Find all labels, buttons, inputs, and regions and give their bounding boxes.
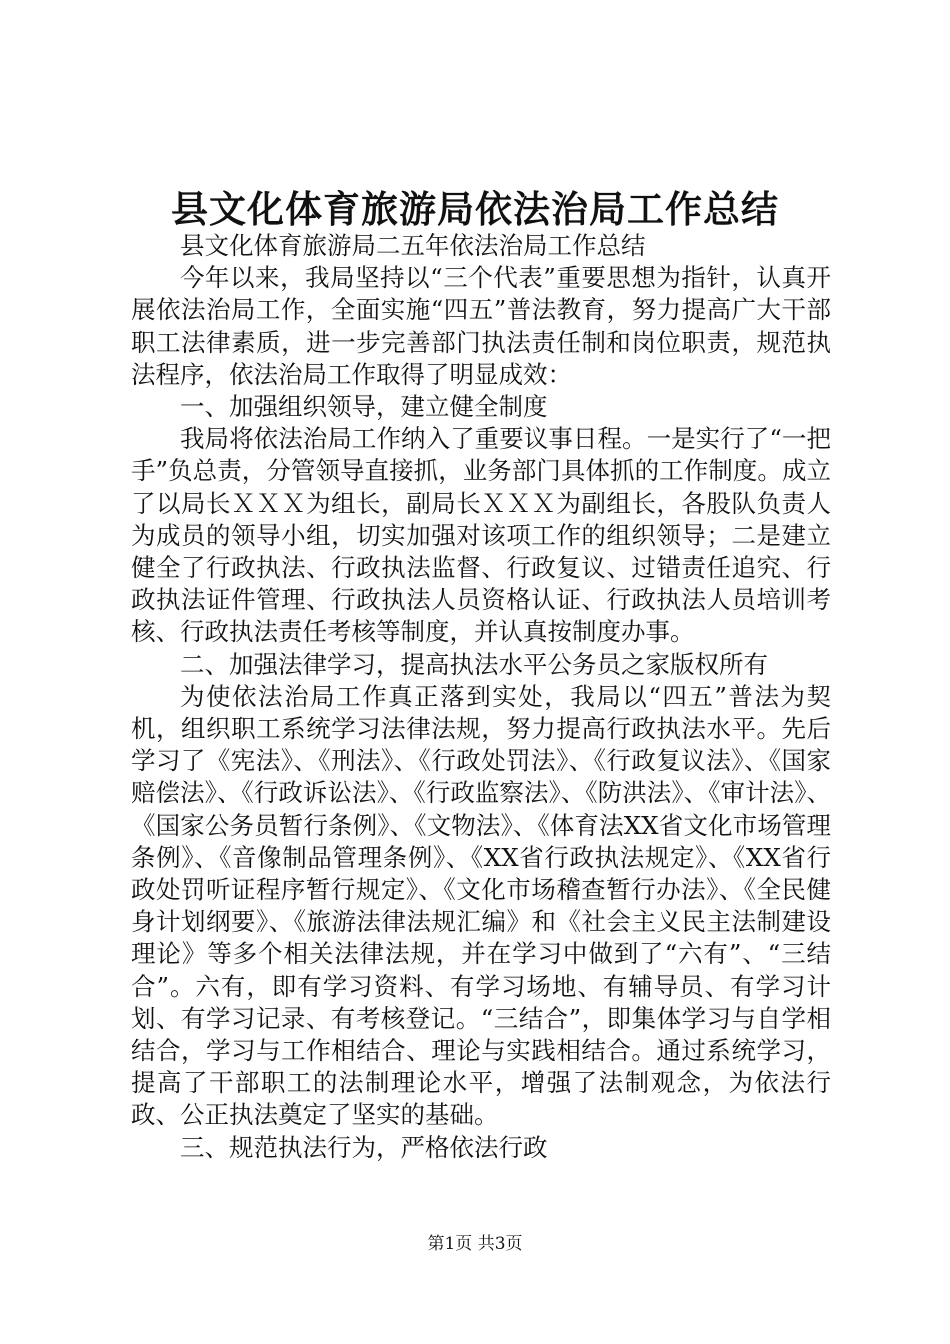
document-body: [131, 230, 831, 1164]
section-heading-2: 二、加强法律学习，提高执法水平公务员之家版权所有: [180, 649, 768, 679]
section-2-paragraph: 为使依法治局工作真正落到实处，我局以“四五”普法为契机，组织职工系统学习法律法规，努力提高行政执法水平。先后学习了《宪法》、《刑法》、《行政处罚法》、《行政复议法》、《国家赔偿法》、《行政诉讼法》、《行政监察法》、《防洪法》、《审计法》、《国家公务员暂行条例》、《文物法》、《体育法XX省文化市场管理条例》、《音像制品管理条例》、《XX省行政执法规定》、《XX省行政处罚听证程序暂行规定》、《文化市场稽查暂行办法》、《全民健身计划纲要》、《旅游法律法规汇编》和《社会主义民主法制建设理论》等多个相关法律法规，并在学习中做到了“六有”、“三结合”。六有，即有学习资料、有学习场地、有辅导员、有学习计划、有学习记录、有考核登记。“三结合”，即集体学习与自学相结合，学习与工作相结合、理论与实践相结合。通过系统学习，提高了干部职工的法制理论水平，增强了法制观念，为依法行政、公正执法奠定了坚实的基础。: [131, 681, 831, 1130]
section-heading-1: 一、加强组织领导，建立健全制度: [180, 392, 548, 422]
document-title: 县文化体育旅游局依法治局工作总结: [171, 187, 779, 231]
page-footer: 第1页 共3页: [427, 1234, 523, 1254]
section-heading-3: 三、规范执法行为，严格依法行政: [180, 1132, 548, 1162]
subtitle-paragraph: 县文化体育旅游局二五年依法治局工作总结: [180, 231, 646, 260]
section-1-paragraph: 我局将依法治局工作纳入了重要议事日程。一是实行了“一把手”负总责，分管领导直接抓，业务部门具体抓的工作制度。成立了以局长ＸＸＸ为组长，副局长ＸＸＸ为副组长，各股队负责人为成员的领导小组，切实加强对该项工作的组织领导；二是建立健全了行政执法、行政执法监督、行政复议、过错责任追究、行政执法证件管理、行政执法人员资格认证、行政执法人员培训考核、行政执法责任考核等制度，并认真按制度办事。: [131, 424, 831, 647]
intro-paragraph: 今年以来，我局坚持以“三个代表”重要思想为指针，认真开展依法治局工作，全面实施“四五”普法教育，努力提高广大干部职工法律素质，进一步完善部门执法责任制和岗位职责，规范执法程序，依法治局工作取得了明显成效：: [131, 263, 831, 389]
